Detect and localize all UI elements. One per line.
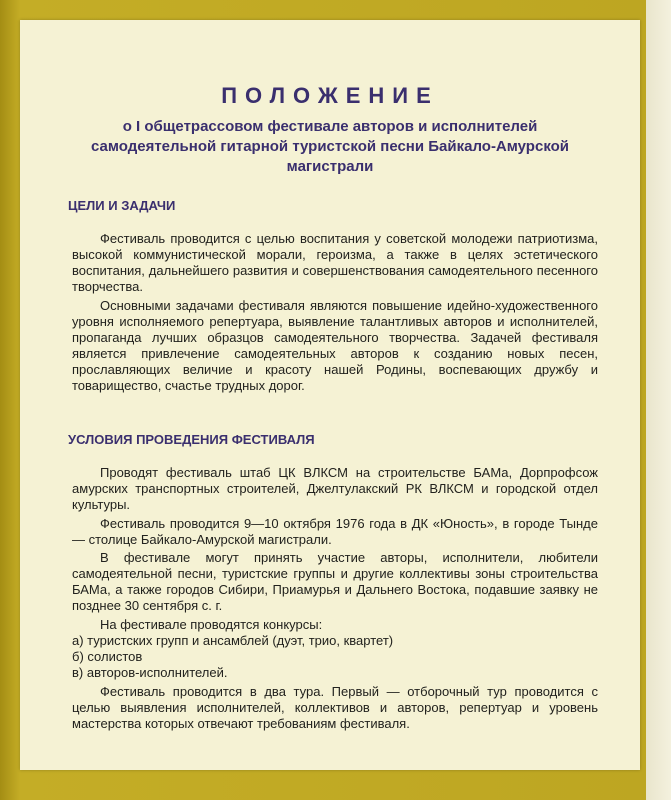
paragraph: Проводят фестиваль штаб ЦК ВЛКСМ на строительстве БАМа, Дорпрофсож амурских транспортных строителей, Джелтулакский РК ВЛКСМ и городской отдел культуры. — [72, 465, 598, 512]
paragraph: Фестиваль проводится в два тура. Первый — отборочный тур проводится с целью выявления исполнителей, коллективов и авторов, репертуар и уровень мастерства которых отвечают требованиям фестиваля. — [72, 684, 598, 731]
document-subtitle: о I общетрассовом фестивале авторов и исполнителей самодеятельной гитарной туристской песни Байкало-Амурской магистрали — [90, 118, 570, 175]
paragraph: Фестиваль проводится с целью воспитания у советской молодежи патриотизма, высокой коммунистической морали, героизма, а также в целях эстетического воспитания, дальнейшего развития и совершенствования самодеятельного песенного творчества. — [72, 231, 598, 294]
document-title: ПОЛОЖЕНИЕ — [221, 83, 439, 108]
scan-edge — [646, 0, 671, 800]
paragraph: В фестивале могут принять участие авторы, исполнители, любители самодеятельной песни, туристские группы и другие коллективы зоны строительства БАМа, а также городов Сибири, Приамурья и Дальнего Востока, подавшие заявку не позднее 30 сентября с. г. — [72, 550, 598, 613]
section-heading-conditions: УСЛОВИЯ ПРОВЕДЕНИЯ ФЕСТИВАЛЯ — [68, 432, 315, 447]
list-item: б) солистов — [72, 649, 143, 664]
section-heading-goals: ЦЕЛИ И ЗАДАЧИ — [68, 198, 176, 213]
contest-list — [72, 633, 393, 681]
paragraph: Фестиваль проводится 9—10 октября 1976 года в ДК «Юность», в городе Тынде — столице Байкало-Амурской магистрали. — [72, 516, 598, 547]
paragraph: Основными задачами фестиваля являются повышение идейно-художественного уровня исполняемого репертуара, выявление талантливых авторов и исполнителей, пропаганда лучших образцов самодеятельного творчества. Задачей фестиваля является привлечение самодеятельных авторов к созданию новых песен, прославляющих величие и красоту нашей Родины, воспевающих дружбу и товарищество, счастье трудных дорог. — [72, 298, 598, 393]
paragraph: На фестивале проводятся конкурсы: — [100, 617, 323, 632]
list-item: в) авторов-исполнителей. — [72, 665, 228, 680]
list-item: а) туристских групп и ансамблей (дуэт, трио, квартет) — [72, 633, 394, 648]
